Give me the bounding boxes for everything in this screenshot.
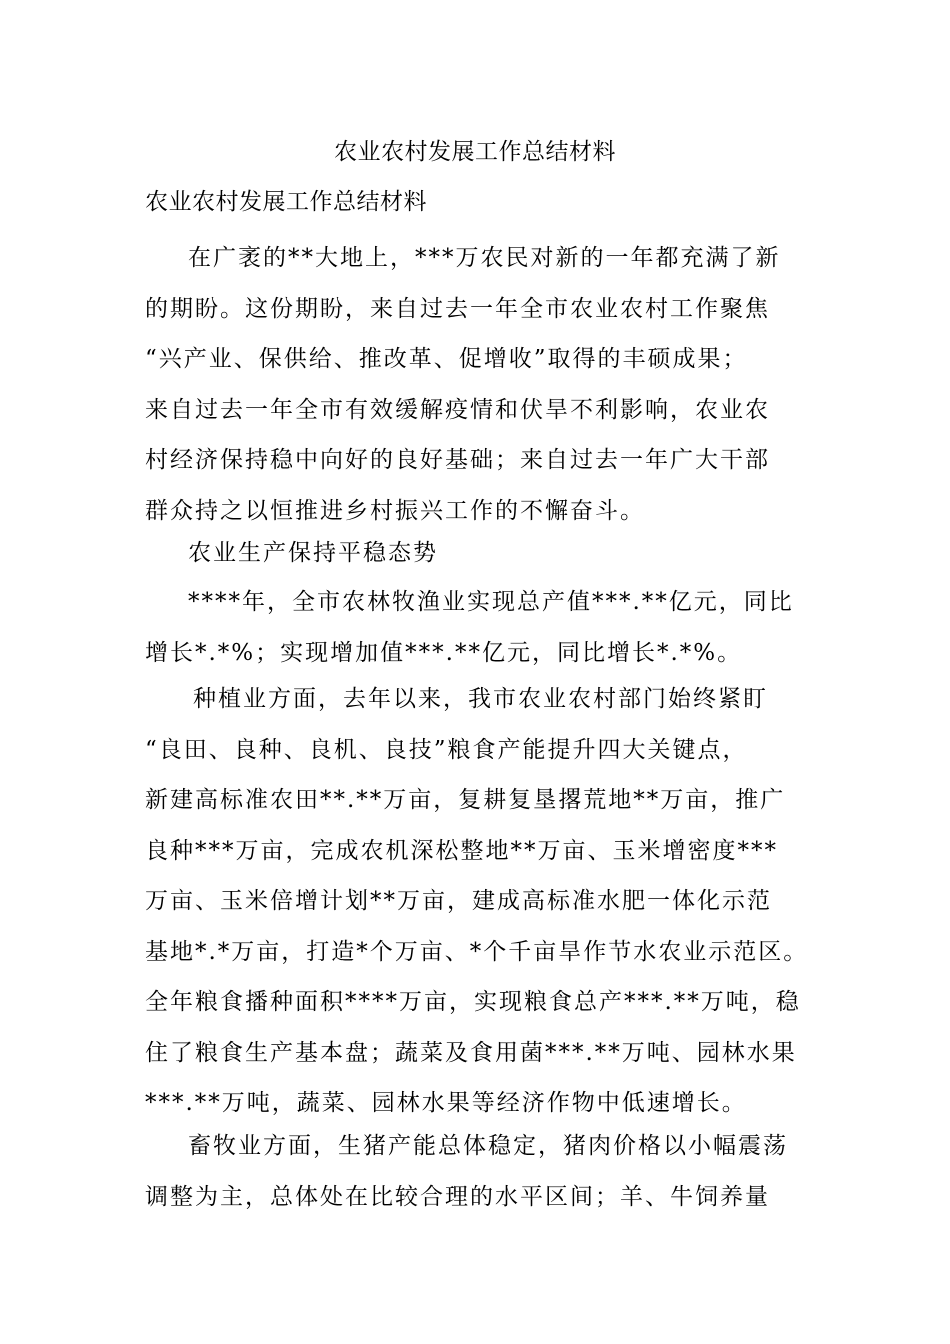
paragraph-line: ****年，全市农林牧渔业实现总产值***.**亿元，同比 [188,589,794,615]
document-title: 农业农村发展工作总结材料 [334,139,616,165]
paragraph-line: 全年粮食播种面积****万亩，实现粮食总产***.**万吨，稳 [145,989,801,1015]
paragraph-line: ***.**万吨，蔬菜、园林水果等经济作物中低速增长。 [145,1090,747,1116]
paragraph-line: 新建高标准农田**.**万亩，复耕复垦撂荒地**万亩，推广 [145,787,786,813]
paragraph-line: 群众持之以恒推进乡村振兴工作的不懈奋斗。 [145,497,645,524]
paragraph-output-value [145,577,820,678]
paragraph-line: “兴产业、保供给、推改革、促增收”取得的丰硕成果； [145,346,748,372]
paragraph-line: 万亩、玉米倍增计划**万亩，建成高标准水肥一体化示范 [145,888,772,914]
paragraph-intro [145,233,820,536]
paragraph-line: “良田、良种、良机、良技”粮食产能提升四大关键点， [145,736,748,763]
paragraph-line: 畜牧业方面，生猪产能总体稳定，猪肉价格以小幅震荡 [188,1133,788,1159]
paragraph-line: 增长*.*%；实现增加值***.**亿元，同比增长*.*%。 [145,639,743,666]
paragraph-line: 村经济保持稳中向好的良好基础；来自过去一年广大干部 [145,447,770,473]
paragraph-livestock [145,1121,820,1222]
paragraph-line: 在广袤的**大地上，***万农民对新的一年都充满了新 [188,245,781,271]
paragraph-line: 种植业方面，去年以来，我市农业农村部门始终紧盯 [193,686,768,712]
paragraph-planting [145,674,820,1129]
paragraph-line: 的期盼。这份期盼，来自过去一年全市农业农村工作聚焦 [145,295,770,322]
paragraph-line: 住了粮食生产基本盘；蔬菜及食用菌***.**万吨、园林水果 [145,1039,797,1066]
document-subtitle: 农业农村发展工作总结材料 [145,189,427,215]
section-heading: 农业生产保持平稳态势 [188,540,438,566]
section-heading-block [145,528,820,579]
paragraph-line: 良种***万亩，完成农机深松整地**万亩、玉米增密度*** [145,837,778,864]
paragraph-line: 来自过去一年全市有效缓解疫情和伏旱不利影响，农业农 [145,396,770,423]
paragraph-line: 调整为主，总体处在比较合理的水平区间；羊、牛饲养量 [145,1183,770,1210]
paragraph-line: 基地*.*万亩，打造*个万亩、*个千亩旱作节水农业示范区。 [145,938,809,965]
